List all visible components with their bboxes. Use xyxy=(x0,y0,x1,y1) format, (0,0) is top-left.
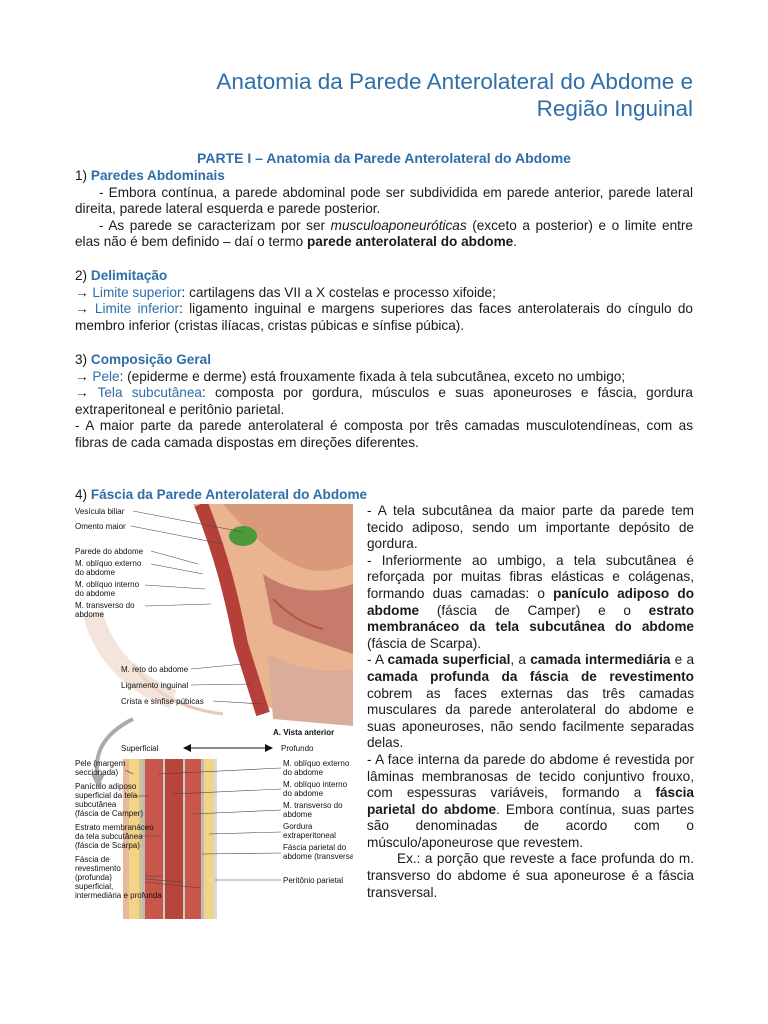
label-ligamento-inguinal: Ligamento inguinal xyxy=(121,681,189,690)
section-1 xyxy=(75,168,693,251)
anatomy-figure xyxy=(73,504,353,922)
label-reto-abdome: M. reto do abdome xyxy=(121,665,189,674)
s4-p3-text-b: , a xyxy=(510,652,531,668)
limite-superior-label: Limite superior xyxy=(92,284,182,300)
section-1-title: Paredes Abdominais xyxy=(90,168,225,183)
section-2-number: 2) xyxy=(75,268,91,283)
left-layer-label: Estrato membranáceo xyxy=(75,823,154,832)
section-4-heading xyxy=(75,487,693,504)
section-2 xyxy=(75,268,693,334)
left-layer-label: (profunda) xyxy=(75,873,112,882)
left-layer-label: da tela subcutânea xyxy=(75,832,143,841)
pele-item xyxy=(75,369,693,386)
s4-p3-bold-3: camada profunda da fáscia de revestimento xyxy=(367,668,694,684)
s1-p2-bold: parede anterolateral do abdome xyxy=(307,234,514,250)
section-4-paragraph-2 xyxy=(367,553,694,653)
right-layer-label: Gordura xyxy=(283,822,313,831)
pele-text: : (epiderme e derme) está frouxamente fixada à tela subcutânea, exceto no umbigo; xyxy=(119,368,626,384)
right-layer-label: Fáscia parietal do xyxy=(283,843,347,852)
section-3-title: Composição Geral xyxy=(90,352,211,367)
document-title xyxy=(73,68,693,122)
right-layer-label: Peritônio parietal xyxy=(283,876,344,885)
left-layer-label: superficial, xyxy=(75,882,114,891)
title-line-1: Anatomia da Parede Anterolateral do Abdome e xyxy=(216,69,693,94)
s4-p2-text-c: (fáscia de Scarpa). xyxy=(367,635,482,651)
section-1-number: 1) xyxy=(75,168,91,183)
s4-p3-bold-2: camada intermediária xyxy=(530,652,671,668)
s4-p3-bold-1: camada superficial xyxy=(387,652,511,668)
limite-inferior-item xyxy=(75,301,693,334)
section-4-paragraph-1: - A tela subcutânea da maior parte da parede tem tecido adiposo, sendo um importante depósito de gordura. xyxy=(367,503,694,552)
section-4-paragraph-5: Ex.: a porção que reveste a face profunda do m. transverso do abdome é sua aponeurose é a fáscia transversal. xyxy=(367,851,694,900)
arrow-icon: → xyxy=(75,385,98,401)
right-layer-label: abdome xyxy=(283,810,312,819)
gallbladder-shape xyxy=(229,526,257,546)
right-layer-label: do abdome xyxy=(283,789,324,798)
s4-p3-text-a: - A xyxy=(367,652,388,668)
s1-p2-italic: musculoaponeuróticas xyxy=(330,217,467,233)
section-4-paragraph-4 xyxy=(367,752,694,852)
limite-inferior-label: Limite inferior xyxy=(94,301,180,317)
s4-p4-text-a: - A face interna da parede do abdome é revestida por lâminas membranosas de tecido conjuntivo frouxo, com espessuras variáveis, formando a xyxy=(367,751,694,801)
label-vesicula-biliar: Vesícula biliar xyxy=(75,507,125,516)
section-3-heading xyxy=(75,352,693,369)
s4-p4-bold: fáscia parietal do abdome xyxy=(367,785,694,817)
left-layer-label: seccionada) xyxy=(75,768,119,777)
title-line-2: Região Inguinal xyxy=(536,96,693,121)
label-profundo: Profundo xyxy=(281,744,314,753)
left-layer-label: Panículo adiposo xyxy=(75,782,137,791)
right-layer-label: M. transverso do xyxy=(283,801,343,810)
s4-p3-text-c: e a xyxy=(670,652,695,668)
left-layer-label: superficial da tela xyxy=(75,791,138,800)
section-1-paragraph-2 xyxy=(75,218,693,251)
section-1-heading xyxy=(75,168,693,185)
s4-p2-text-a: - Inferiormente ao umbigo, a tela subcutânea é reforçada por muitas fibras elásticas e colágenas, formando duas camadas: o xyxy=(367,552,694,601)
left-layer-label: revestimento xyxy=(75,864,121,873)
section-4-body xyxy=(367,503,694,901)
section-2-title: Delimitação xyxy=(90,268,168,283)
limite-superior-item xyxy=(75,285,693,302)
s4-p2-bold-1: panículo adiposo do abdome xyxy=(367,585,694,618)
limite-inferior-text: : ligamento inguinal e margens superiores das faces anterolaterais do cíngulo do membro inferior (cristas ilíacas, cristas púbicas e sínfise púbica). xyxy=(75,301,693,333)
left-layer-label: (fáscia de Scarpa) xyxy=(75,841,140,850)
label-obliquo-externo-2: do abdome xyxy=(75,568,116,577)
anatomy-illustration xyxy=(73,504,353,922)
s1-p2-text-b: (exceto a posterior) e o limite entre elas não é bem definido – daí o termo xyxy=(75,217,693,250)
label-obliquo-interno-1: M. oblíquo interno xyxy=(75,580,140,589)
section-4-number: 4) xyxy=(75,487,91,502)
s1-p2-text-a: - As parede se caracterizam por ser xyxy=(99,217,331,233)
arrow-icon: → xyxy=(75,368,93,384)
label-crista-sinfise: Crista e sínfise púbicas xyxy=(121,697,204,706)
s4-p2-text-b: (fáscia de Camper) e o xyxy=(419,602,649,618)
label-obliquo-interno-2: do abdome xyxy=(75,589,116,598)
right-layer-label: M. oblíquo interno xyxy=(283,780,348,789)
s4-p2-bold-2: estrato membranáceo da tela subcutânea do abdome xyxy=(367,602,694,635)
right-layer-label: abdome (transversal) xyxy=(283,852,353,861)
label-obliquo-externo-1: M. oblíquo externo xyxy=(75,559,142,568)
limite-superior-text: : cartilagens das VII a X costelas e processo xifoide; xyxy=(181,284,496,300)
s1-p2-text-c: . xyxy=(513,234,518,250)
right-layer-label: do abdome xyxy=(283,768,324,777)
label-parede-abdome: Parede do abdome xyxy=(75,547,144,556)
section-4-paragraph-3 xyxy=(367,652,694,752)
s4-p3-text-d: cobrem as faces externas das três camadas musculares da parede anterolateral do abdome e suas aponeuroses, não sendo facilmente separadas delas. xyxy=(367,685,694,751)
label-transverso-1: M. transverso do xyxy=(75,601,135,610)
section-3-paragraph-3: - A maior parte da parede anterolateral é composta por três camadas musculotendíneas, com as fibras de cada camada dispostas em direções diferentes. xyxy=(75,418,693,450)
label-superficial: Superficial xyxy=(121,744,159,753)
tela-subcutanea-label: Tela subcutânea xyxy=(97,385,202,401)
label-vista-anterior: A. Vista anterior xyxy=(273,728,335,737)
s4-p4-text-b: . Embora contínua, suas partes são denominadas de acordo com o músculo/aponeurose que revestem. xyxy=(367,801,694,850)
tela-subcutanea-item xyxy=(75,385,693,418)
section-3-number: 3) xyxy=(75,352,91,367)
tela-subcutanea-text: : composta por gordura, músculos e suas aponeuroses e fáscia, gordura extraperitoneal e peritônio parietal. xyxy=(75,385,693,417)
label-omento-maior: Omento maior xyxy=(75,522,126,531)
arrow-icon: → xyxy=(75,284,93,300)
section-2-heading xyxy=(75,268,693,285)
left-layer-label: Pele (margem xyxy=(75,759,126,768)
section-1-paragraph-1: - Embora contínua, a parede abdominal pode ser subdividida em parede anterior, parede lateral direita, parede lateral esquerda e parede posterior. xyxy=(75,184,693,217)
left-layer-label: (fáscia de Camper) xyxy=(75,809,144,818)
label-transverso-2: abdome xyxy=(75,610,104,619)
lower-right-labels xyxy=(283,759,353,885)
section-4-title: Fáscia da Parede Anterolateral do Abdome xyxy=(90,487,368,502)
pele-label: Pele xyxy=(92,368,120,384)
left-layer-label: subcutânea xyxy=(75,800,117,809)
left-layer-label: Fáscia de xyxy=(75,855,110,864)
part-heading: PARTE I – Anatomia da Parede Anterolateral do Abdome xyxy=(197,150,571,166)
direction-header xyxy=(121,744,314,753)
section-3 xyxy=(75,352,693,452)
right-layer-label: M. oblíquo externo xyxy=(283,759,350,768)
left-layer-label: intermediária e profunda xyxy=(75,891,162,900)
arrow-icon: → xyxy=(75,301,95,317)
right-layer-label: extraperitoneal xyxy=(283,831,336,840)
